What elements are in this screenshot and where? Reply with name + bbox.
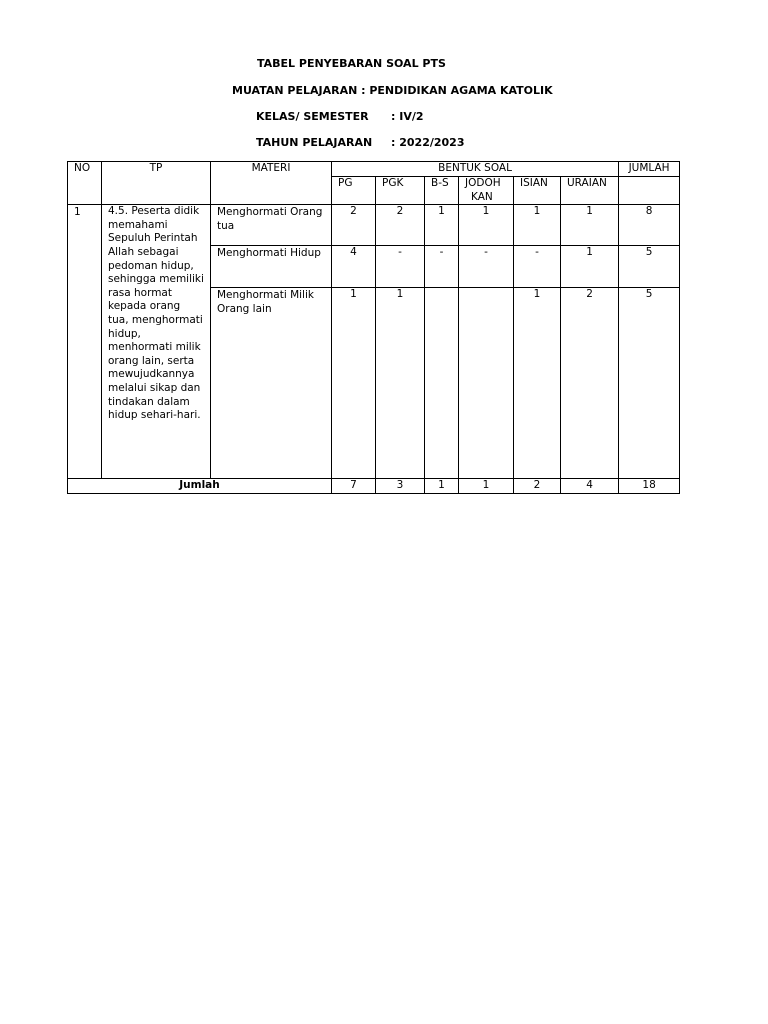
header-jumlah: JUMLAH <box>619 162 680 177</box>
total-pgk: 3 <box>376 479 425 494</box>
total-jumlah: 18 <box>619 479 680 494</box>
row-uraian: 1 <box>561 205 619 246</box>
header-tp: TP <box>102 162 211 205</box>
header-no: NO <box>68 162 102 205</box>
row-jumlah: 8 <box>619 205 680 246</box>
total-row <box>68 479 680 494</box>
header-bentuk-soal: BENTUK SOAL <box>332 162 619 177</box>
total-isian: 2 <box>514 479 561 494</box>
header-jodohkan <box>459 177 514 205</box>
row-uraian: 2 <box>561 288 619 479</box>
row-materi: Menghormati Milik Orang lain <box>211 288 332 479</box>
header-jodohkan-line2: KAN <box>471 190 493 203</box>
class-label: KELAS/ SEMESTER <box>256 110 369 123</box>
row-isian: 1 <box>514 205 561 246</box>
question-distribution-table <box>67 161 680 494</box>
row-jodohkan: 1 <box>459 205 514 246</box>
row-jumlah: 5 <box>619 246 680 288</box>
header-jumlah-empty <box>619 177 680 205</box>
total-bs: 1 <box>425 479 459 494</box>
row-bs <box>425 288 459 479</box>
document-title: TABEL PENYEBARAN SOAL PTS <box>257 57 446 70</box>
row-jumlah: 5 <box>619 288 680 479</box>
header-uraian: URAIAN <box>561 177 619 205</box>
row-pg: 1 <box>332 288 376 479</box>
row-tp: 4.5. Peserta didik memahami Sepuluh Perintah Allah sebagai pedoman hidup, sehingga memiliki rasa hormat kepada orang tua, menghormati hidup, menhormati milik orang lain, serta mewujudkannya melalui sikap dan tindakan dalam hidup sehari-hari. <box>102 205 211 479</box>
row-isian: - <box>514 246 561 288</box>
row-materi: Menghormati Hidup <box>211 246 332 288</box>
year-label: TAHUN PELAJARAN <box>256 136 373 149</box>
header-bs: B-S <box>425 177 459 205</box>
row-bs: 1 <box>425 205 459 246</box>
total-jodohkan: 1 <box>459 479 514 494</box>
row-isian: 1 <box>514 288 561 479</box>
year-value: : 2022/2023 <box>391 136 465 149</box>
header-pgk: PGK <box>376 177 425 205</box>
row-jodohkan <box>459 288 514 479</box>
row-pgk: 1 <box>376 288 425 479</box>
row-bs: - <box>425 246 459 288</box>
subject-line: MUATAN PELAJARAN : PENDIDIKAN AGAMA KATOLIK <box>232 84 553 97</box>
row-jodohkan: - <box>459 246 514 288</box>
row-uraian: 1 <box>561 246 619 288</box>
row-materi: Menghormati Orang tua <box>211 205 332 246</box>
header-isian: ISIAN <box>514 177 561 205</box>
header-jodohkan-line1: JODOH <box>465 177 501 189</box>
total-label: Jumlah <box>68 479 332 494</box>
table-row <box>68 205 680 246</box>
class-value: : IV/2 <box>391 110 424 123</box>
row-pgk: 2 <box>376 205 425 246</box>
total-pg: 7 <box>332 479 376 494</box>
row-pg: 2 <box>332 205 376 246</box>
header-materi: MATERI <box>211 162 332 205</box>
table-header-row <box>68 162 680 177</box>
row-pgk: - <box>376 246 425 288</box>
row-pg: 4 <box>332 246 376 288</box>
row-no: 1 <box>68 205 102 479</box>
total-uraian: 4 <box>561 479 619 494</box>
header-pg: PG <box>332 177 376 205</box>
